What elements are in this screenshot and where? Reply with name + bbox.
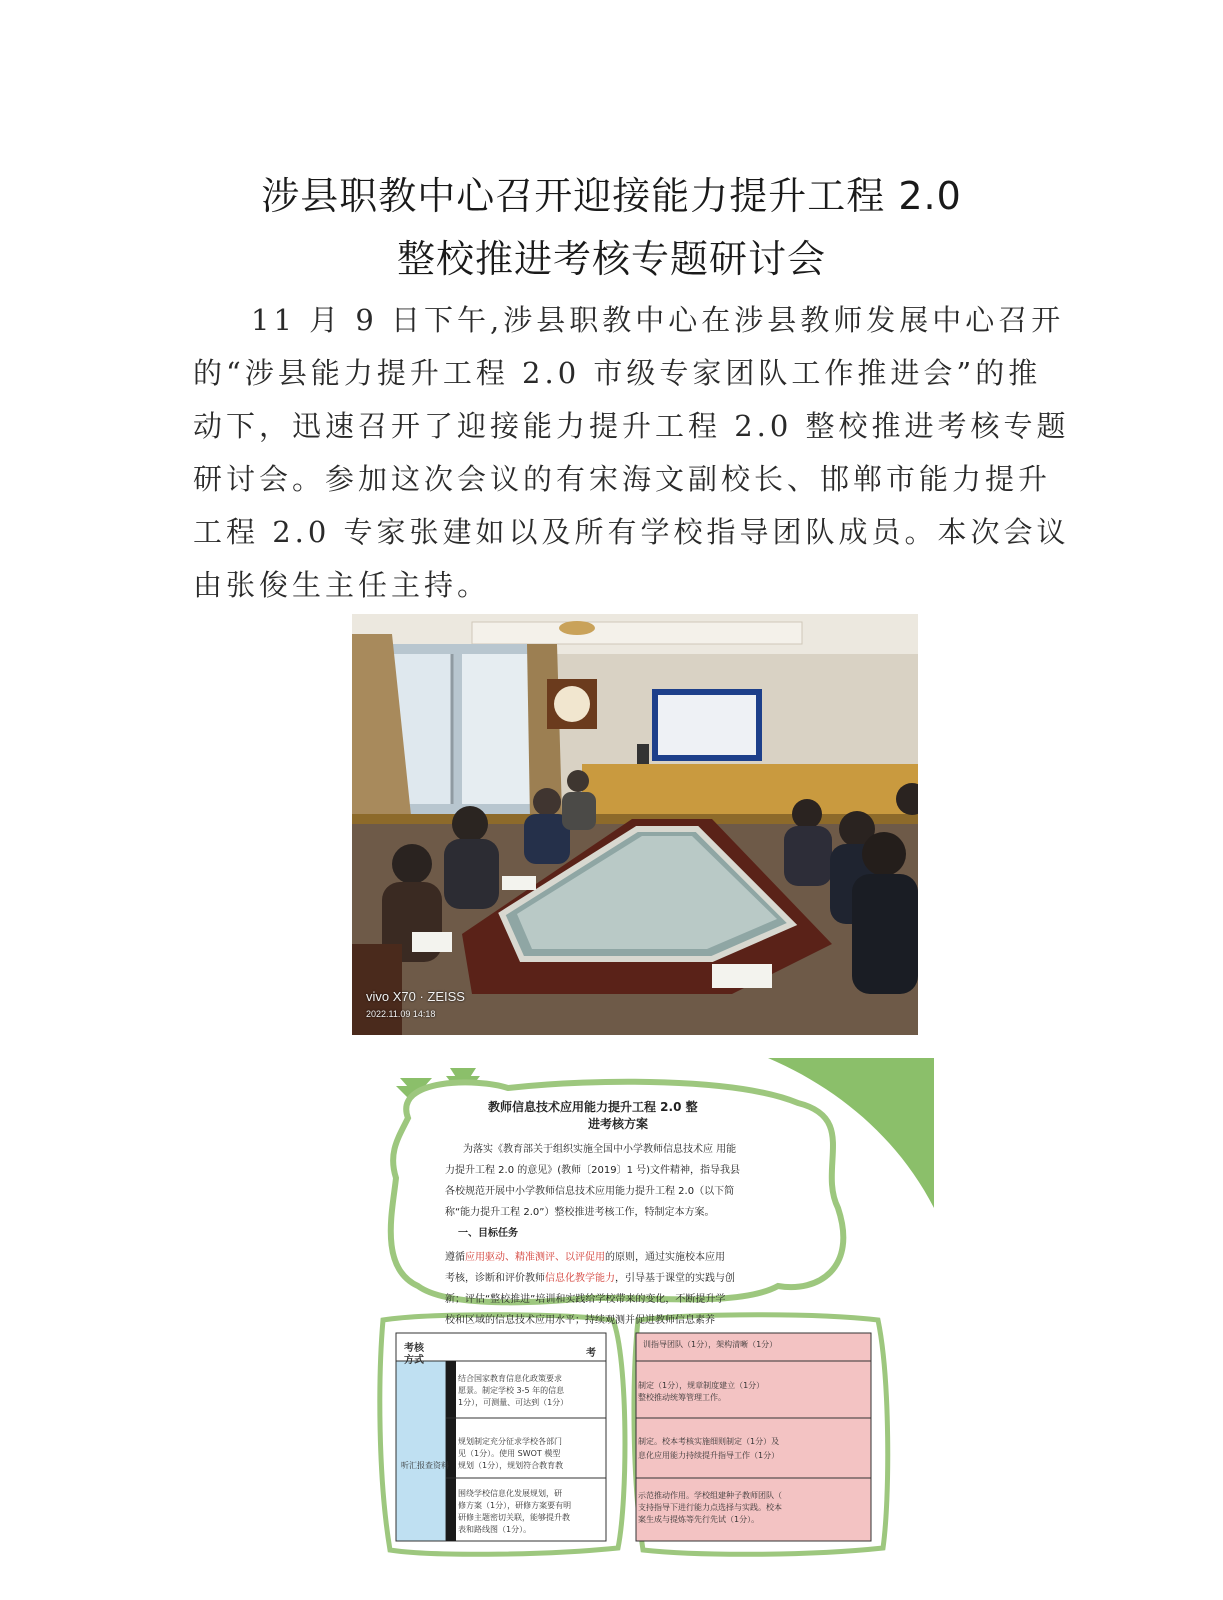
table-cell: 支持指导下进行能力点选择与实践。校本 xyxy=(638,1503,782,1512)
table-cell: 制定。校本考核实施细则制定（1分）及 xyxy=(638,1437,780,1446)
table-cell: 表和路线图（1分）。 xyxy=(458,1525,532,1534)
table-header-method: 考核 xyxy=(404,1343,424,1354)
table-cell: 1分），可测量、可达到（1分） xyxy=(458,1398,569,1407)
table-header-content: 考 xyxy=(586,1348,596,1359)
meeting-scene xyxy=(352,614,918,1035)
plan-text-segment: 考核，诊断和评价教师 xyxy=(445,1273,545,1284)
plan-text-line: 力提升工程 2.0 的意见》(教师〔2019〕1 号)文件精神，指导我县 xyxy=(445,1165,741,1176)
table-cell: 规划制定充分征求学校各部门 xyxy=(458,1437,562,1446)
plan-text-line: 为落实《教育部关于组织实施全国中小学教师信息技术应 用能 xyxy=(463,1144,737,1155)
plan-text-line xyxy=(445,1269,735,1284)
table-cell: 息化应用能力持续提升指导工作（1分） xyxy=(638,1451,780,1460)
plan-section-heading: 一、目标任务 xyxy=(458,1228,518,1239)
meeting-photo xyxy=(352,614,918,1035)
plan-text-line: 各校规范开展中小学教师信息技术应用能力提升工程 2.0（以下简 xyxy=(445,1186,735,1197)
plan-text-line: 校和区域的信息技术应用水平；持续观测并促进教师信息素养 xyxy=(445,1315,715,1326)
table-cell: 愿景。制定学校 3-5 年的信息 xyxy=(458,1386,565,1395)
table-cell: 案生成与提炼等先行先试（1分）。 xyxy=(638,1515,760,1524)
plan-text-segment: 遵循 xyxy=(445,1252,465,1263)
table-cell: 结合国家教育信息化政策要求 xyxy=(458,1374,562,1383)
table-cell: 训指导团队（1分），架构清晰（1分） xyxy=(643,1340,778,1349)
table-cell: 示范推动作用。学校组建种子教师团队（ xyxy=(638,1491,782,1500)
plan-highlight-text: 信息化教学能力 xyxy=(545,1273,615,1284)
table-cell: 见（1分）。使用 SWOT 模型 xyxy=(458,1449,561,1458)
table-cell-method: 听汇报查资料 xyxy=(401,1461,449,1470)
plan-document-image xyxy=(338,1058,934,1570)
plan-text-segment: ，引导基于课堂的实践与创 xyxy=(615,1273,735,1284)
table-cell: 制定（1分），规章制度建立（1分） xyxy=(638,1381,765,1390)
plan-highlight-text: 应用驱动、精准测评、以评促用 xyxy=(465,1252,605,1263)
table-cell: 围绕学校信息化发展规划，研 xyxy=(458,1489,562,1498)
table-cell: 整校推动统筹管理工作。 xyxy=(638,1393,726,1402)
table-cell: 修方案（1分），研修方案要有明 xyxy=(458,1501,572,1510)
table-cell: 规划（1分），规划符合教育教 xyxy=(458,1461,564,1470)
plan-text-line: 新；评估“整校推进”培训和实践给学校带来的变化，不断提升学 xyxy=(445,1294,726,1305)
photo-watermark-date: 2022.11.09 14:18 xyxy=(366,1009,436,1019)
photo-watermark-brand: vivo X70 · ZEISS xyxy=(366,989,465,1004)
plan-heading-line1: 教师信息技术应用能力提升工程 2.0 整 xyxy=(488,1100,698,1114)
table-cell: 研修主题密切关联，能够提升教 xyxy=(458,1513,570,1522)
article-body: 11 月 9 日下午,涉县职教中心在涉县教师发展中心召开的“涉县能力提升工程 2.0 市级专家团队工作推进会”的推动下，迅速召开了迎接能力提升工程 2.0 整校推进考核专题研讨会。参加这次会议的有宋海文副校长、邯郸市能力提升工程 2.0 专家张建如以及所有学校指导团队成员。本次会议由张俊生主任主持。 xyxy=(193,303,1070,602)
article-title-line1: 涉县职教中心召开迎接能力提升工程 2.0 xyxy=(261,174,962,218)
plan-text-segment: 的原则，通过实施校本应用 xyxy=(605,1252,725,1263)
plan-text-line xyxy=(445,1248,725,1263)
table-header-method: 方式 xyxy=(404,1355,424,1366)
plan-heading-line2: 进考核方案 xyxy=(588,1117,649,1131)
plan-text-line: 称“能力提升工程 2.0”）整校推进考核工作，特制定本方案。 xyxy=(445,1207,715,1218)
article-title-line2: 整校推进考核专题研讨会 xyxy=(396,237,826,281)
